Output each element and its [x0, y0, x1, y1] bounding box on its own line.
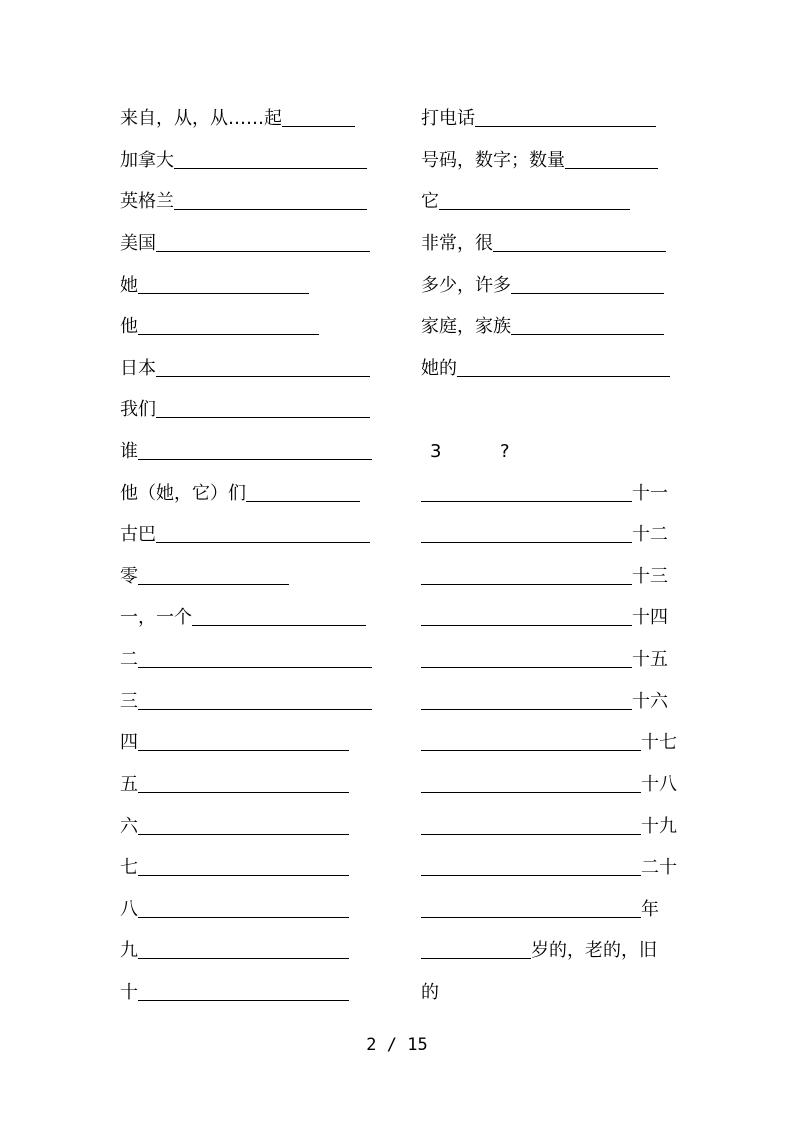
answer-blank[interactable] [457, 376, 670, 377]
answer-blank[interactable] [138, 459, 372, 460]
vocab-label: 她 [120, 275, 138, 296]
vocab-label: 二十 [641, 857, 677, 878]
vocab-row [421, 851, 677, 879]
answer-blank[interactable] [421, 875, 641, 876]
vocab-row [120, 518, 370, 546]
vocab-row [421, 768, 677, 796]
vocab-label: 日本 [120, 358, 156, 379]
vocab-row [120, 144, 367, 172]
answer-blank[interactable] [511, 334, 664, 335]
vocab-row [421, 810, 677, 838]
vocab-label: 非常，很 [421, 233, 493, 254]
vocab-label: 十一 [632, 483, 668, 504]
vocab-label: 七 [120, 857, 138, 878]
vocab-label: 美国 [120, 233, 156, 254]
answer-blank[interactable] [421, 709, 632, 710]
vocab-row [421, 144, 658, 172]
answer-blank[interactable] [138, 792, 349, 793]
vocab-row [120, 976, 349, 1004]
answer-blank[interactable] [138, 750, 349, 751]
answer-blank[interactable] [421, 750, 641, 751]
vocab-row [120, 560, 289, 588]
vocab-row [421, 477, 668, 505]
vocab-label: 它 [421, 191, 439, 212]
answer-blank[interactable] [138, 667, 372, 668]
vocab-row [120, 393, 370, 421]
vocab-row [421, 269, 664, 297]
vocab-label: 十七 [641, 732, 677, 753]
vocab-row [120, 352, 370, 380]
vocab-label: 谁 [120, 441, 138, 462]
vocab-row [421, 560, 668, 588]
answer-blank[interactable] [565, 168, 658, 169]
vocab-label: 打电话 [421, 108, 475, 129]
vocab-row [120, 810, 349, 838]
answer-blank[interactable] [421, 584, 632, 585]
answer-blank[interactable] [511, 293, 664, 294]
answer-blank[interactable] [282, 126, 355, 127]
answer-blank[interactable] [156, 417, 370, 418]
vocab-label: 年 [641, 899, 659, 920]
answer-blank[interactable] [421, 834, 641, 835]
vocab-row [120, 601, 366, 629]
vocab-label: 他（她，它）们 [120, 483, 246, 504]
answer-blank[interactable] [156, 542, 370, 543]
answer-blank[interactable] [493, 251, 666, 252]
answer-blank[interactable] [421, 501, 632, 502]
vocab-row [120, 893, 349, 921]
vocab-label: 家庭，家族 [421, 316, 511, 337]
vocab-row [421, 726, 677, 754]
vocab-row [120, 435, 372, 463]
answer-blank[interactable] [138, 917, 349, 918]
vocab-label: 二 [120, 649, 138, 670]
vocab-label: 来自，从，从……起 [120, 108, 282, 129]
answer-blank[interactable] [475, 126, 656, 127]
section-number: 3 [430, 441, 442, 462]
vocab-row [421, 601, 668, 629]
answer-blank[interactable] [174, 209, 367, 210]
vocab-row [120, 768, 349, 796]
vocab-row [120, 185, 367, 213]
vocab-row [120, 726, 349, 754]
vocab-label: 十六 [632, 691, 668, 712]
section-mark: ? [500, 441, 510, 462]
answer-blank[interactable] [421, 667, 632, 668]
vocab-row [421, 893, 659, 921]
vocab-label-continuation: 的 [421, 982, 439, 1003]
answer-blank[interactable] [421, 958, 531, 959]
answer-blank[interactable] [421, 792, 641, 793]
vocab-row [120, 643, 372, 671]
vocab-row [120, 851, 349, 879]
vocab-label: 零 [120, 566, 138, 587]
vocab-row [421, 643, 668, 671]
answer-blank[interactable] [138, 293, 309, 294]
vocab-label: 古巴 [120, 524, 156, 545]
answer-blank[interactable] [421, 542, 632, 543]
answer-blank[interactable] [138, 584, 289, 585]
vocab-row [120, 934, 349, 962]
vocab-row [120, 477, 360, 505]
vocab-label: 多少，许多 [421, 275, 511, 296]
vocab-row [421, 934, 657, 962]
answer-blank[interactable] [439, 209, 630, 210]
vocab-row [120, 685, 372, 713]
page-number: 2 / 15 [366, 1035, 428, 1055]
vocab-label: 十三 [632, 566, 668, 587]
vocab-label: 他 [120, 316, 138, 337]
answer-blank[interactable] [246, 501, 360, 502]
answer-blank[interactable] [138, 709, 372, 710]
vocab-label: 六 [120, 816, 138, 837]
vocab-label: 十四 [632, 607, 668, 628]
answer-blank[interactable] [138, 958, 349, 959]
answer-blank[interactable] [138, 834, 349, 835]
vocab-row [120, 310, 319, 338]
answer-blank[interactable] [156, 251, 370, 252]
vocab-label: 十五 [632, 649, 668, 670]
vocab-label: 十八 [641, 774, 677, 795]
answer-blank[interactable] [156, 376, 370, 377]
vocab-label: 九 [120, 940, 138, 961]
vocab-row [120, 102, 355, 130]
vocab-row [421, 227, 666, 255]
vocab-label: 三 [120, 691, 138, 712]
answer-blank[interactable] [174, 168, 367, 169]
vocab-label: 十九 [641, 816, 677, 837]
answer-blank[interactable] [138, 875, 349, 876]
vocab-label: 我们 [120, 399, 156, 420]
answer-blank[interactable] [138, 334, 319, 335]
vocab-row [421, 185, 630, 213]
vocab-row [421, 518, 668, 546]
vocab-label: 英格兰 [120, 191, 174, 212]
vocab-label: 十 [120, 982, 138, 1003]
vocab-label: 她的 [421, 358, 457, 379]
vocab-row [421, 102, 656, 130]
vocab-label: 一，一个 [120, 607, 192, 628]
vocab-row [120, 227, 370, 255]
vocab-row [421, 310, 664, 338]
vocab-label: 五 [120, 774, 138, 795]
answer-blank[interactable] [192, 625, 366, 626]
vocab-row [421, 685, 668, 713]
vocab-label: 十二 [632, 524, 668, 545]
vocab-row [421, 352, 670, 380]
vocab-label: 岁的，老的，旧 [531, 940, 657, 961]
vocab-label: 四 [120, 732, 138, 753]
answer-blank[interactable] [138, 1000, 349, 1001]
vocab-label: 八 [120, 899, 138, 920]
vocab-row [120, 269, 309, 297]
answer-blank[interactable] [421, 625, 632, 626]
vocab-label: 加拿大 [120, 150, 174, 171]
vocab-label: 号码，数字；数量 [421, 150, 565, 171]
answer-blank[interactable] [421, 917, 641, 918]
